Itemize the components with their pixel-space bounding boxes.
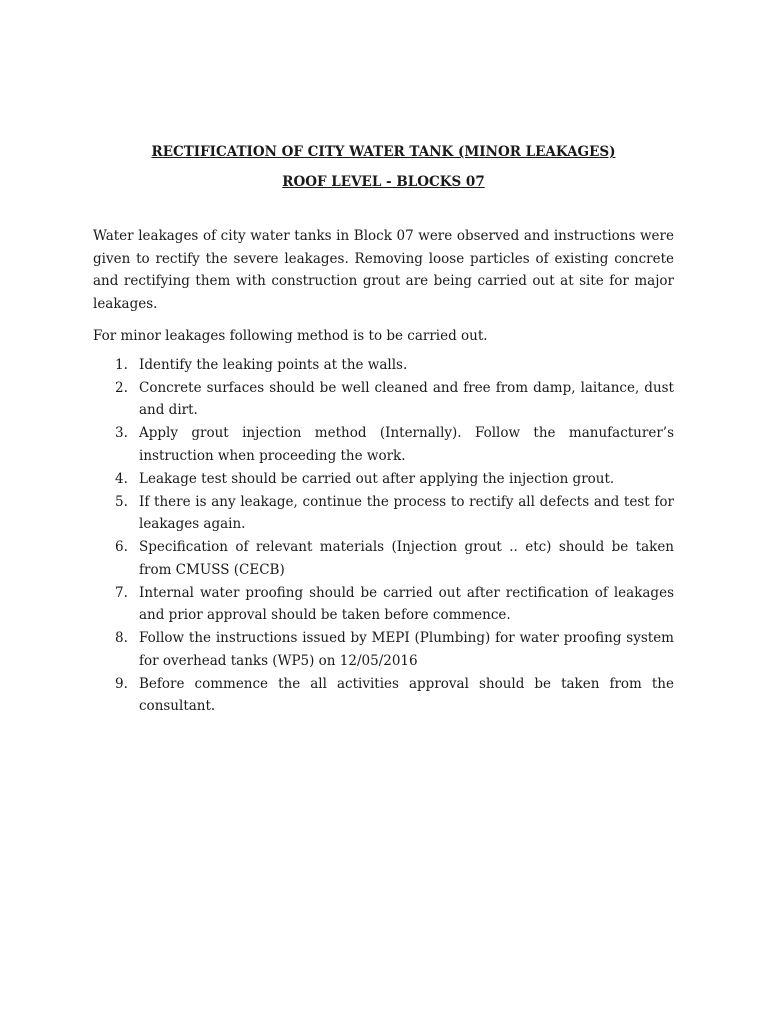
list-item-number: 2. <box>115 379 128 396</box>
list-item-number: 3. <box>115 425 128 441</box>
document-title: RECTIFICATION OF CITY WATER TANK (MINOR LEAKAGES) <box>151 144 616 160</box>
list-item-text: Identify the leaking points at the walls. <box>139 356 408 373</box>
list-item <box>93 536 674 581</box>
list-item <box>93 422 674 467</box>
list-item <box>93 354 674 377</box>
document-subtitle: ROOF LEVEL - BLOCKS 07 <box>282 174 485 190</box>
list-item-number: 6. <box>115 539 128 555</box>
list-item-number: 1. <box>115 356 128 373</box>
list-item <box>93 468 674 491</box>
list-item-number: 5. <box>115 493 128 510</box>
intro-paragraph: Water leakages of city water tanks in Block 07 were observed and instructions were given to rectify the severe leakages. Removing loose particles of existing concrete and rectifying them with construction grout are being carried out at site for major leakages. <box>93 228 674 312</box>
list-item-number: 7. <box>115 584 128 601</box>
list-item-text: Specification of relevant materials (Injection grout .. etc) should be taken from CMUSS (CECB) <box>139 539 674 578</box>
list-item <box>93 673 674 718</box>
list-item-text: Internal water proofing should be carried out after rectification of leakages and prior approval should be taken before commence. <box>139 584 674 623</box>
list-item-text: Concrete surfaces should be well cleaned and free from damp, laitance, dust and dirt. <box>139 379 674 418</box>
steps-list <box>93 354 674 718</box>
list-item-text: Leakage test should be carried out after applying the injection grout. <box>139 470 615 487</box>
list-item-number: 4. <box>115 470 128 487</box>
list-item-text: Before commence the all activities approval should be taken from the consultant. <box>139 675 674 714</box>
document-page <box>93 141 674 718</box>
list-item-number: 9. <box>115 675 128 692</box>
list-item-number: 8. <box>115 630 128 646</box>
list-item <box>93 491 674 536</box>
list-item-text: Follow the instructions issued by MEPI (Plumbing) for water proofing system for overhead tanks (WP5) on 12/05/2016 <box>139 630 674 669</box>
list-item-text: If there is any leakage, continue the process to rectify all defects and test for leakages again. <box>139 493 674 532</box>
list-item <box>93 377 674 422</box>
list-item <box>93 582 674 627</box>
list-item-text: Apply grout injection method (Internally). Follow the manufacturer’s instruction when proceeding the work. <box>139 425 674 464</box>
lead-sentence: For minor leakages following method is to be carried out. <box>93 328 488 344</box>
list-item <box>93 627 674 672</box>
